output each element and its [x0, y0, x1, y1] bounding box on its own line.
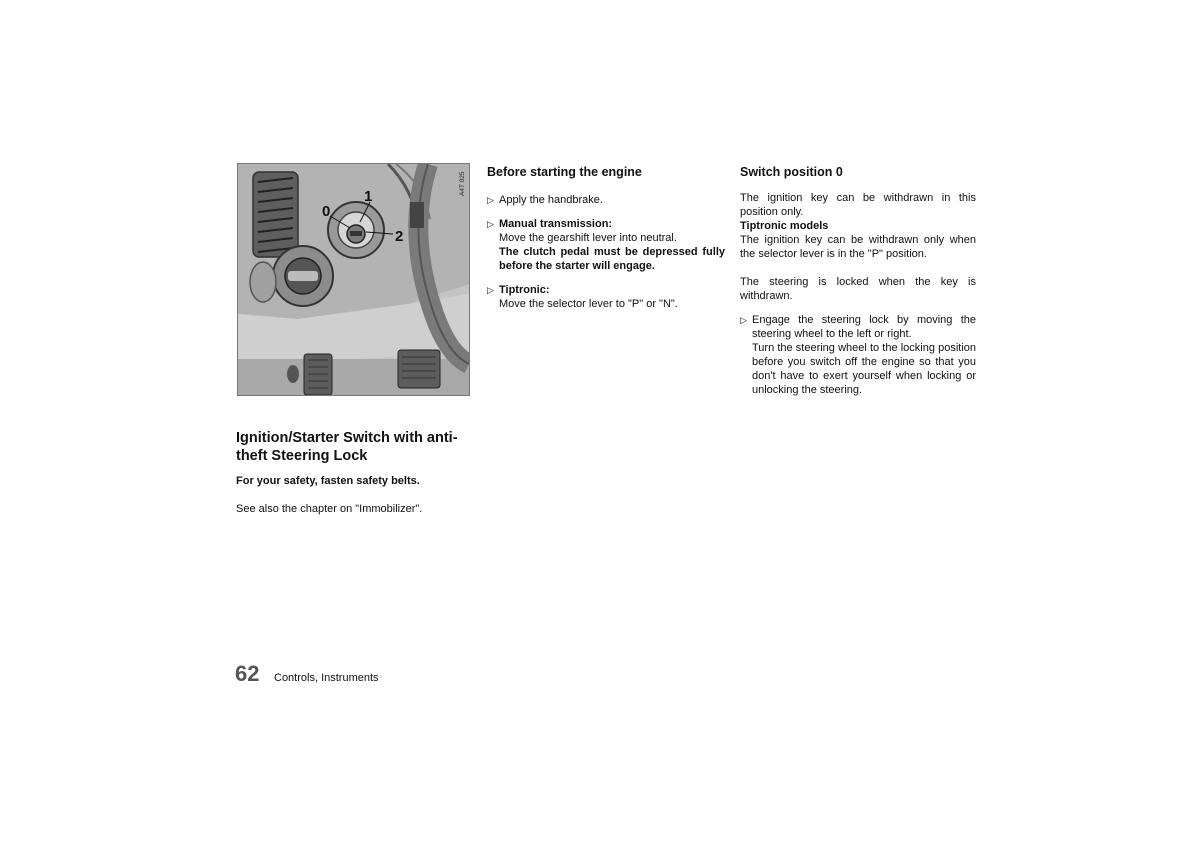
see-also-note: See also the chapter on "Immobilizer".	[236, 503, 423, 515]
steering-locked-paragraph: The steering is locked when the key is withdrawn.	[740, 276, 976, 302]
position-label-0: 0	[322, 203, 331, 220]
bullet-text: Turn the steering wheel to the locking position before you switch off the engine so that you don't have to exert yourself when locking or unlocking the steering.	[752, 342, 976, 396]
bullet-text: Engage the steering lock by moving the steering wheel to the left or right.	[752, 314, 976, 340]
clutch-note: The clutch pedal must be depressed fully before the starter will engage.	[499, 246, 725, 272]
safety-note: For your safety, fasten safety belts.	[236, 475, 420, 487]
bullet-label: Manual transmission:	[499, 218, 613, 230]
light-switch-icon	[273, 246, 333, 306]
withdraw-key-paragraph: The ignition key can be withdrawn in this position only.	[740, 192, 976, 218]
bullet-tiptronic	[487, 283, 725, 311]
before-starting-heading: Before starting the engine	[487, 165, 642, 179]
dashboard-drawing	[238, 164, 469, 395]
bullet-marker-icon: ▷	[487, 219, 494, 229]
bullet-text: Apply the handbrake.	[499, 194, 603, 206]
switch-position-column	[740, 164, 976, 397]
bullet-text: Move the gearshift lever into neutral.	[499, 232, 677, 244]
page-number: 62	[235, 661, 260, 686]
position-label-1: 1	[364, 188, 373, 205]
air-vent-icon	[253, 172, 298, 257]
bullet-marker-icon: ▷	[740, 315, 747, 325]
bullet-label: Tiptronic:	[499, 284, 550, 296]
bullet-handbrake	[487, 193, 725, 207]
tiptronic-models-text: The ignition key can be withdrawn only when the selector lever is in the "P" position.	[740, 234, 976, 260]
position-label-2: 2	[395, 228, 404, 245]
switch-position-heading: Switch position 0	[740, 165, 843, 179]
footer-section-name: Controls, Instruments	[274, 672, 379, 684]
section-title: Ignition/Starter Switch with anti-theft Steering Lock	[236, 430, 458, 464]
bullet-marker-icon: ▷	[487, 285, 494, 295]
bullet-manual-transmission	[487, 217, 725, 273]
tiptronic-models-label: Tiptronic models	[740, 220, 829, 232]
bullet-text: Move the selector lever to "P" or "N".	[499, 298, 678, 310]
figure-code: A4T 025	[459, 171, 466, 196]
bullet-engage-steering-lock	[740, 313, 976, 397]
ignition-switch-illustration	[237, 163, 470, 396]
before-starting-column	[487, 164, 725, 311]
ignition-lock-icon	[328, 202, 384, 258]
bullet-marker-icon: ▷	[487, 195, 494, 205]
